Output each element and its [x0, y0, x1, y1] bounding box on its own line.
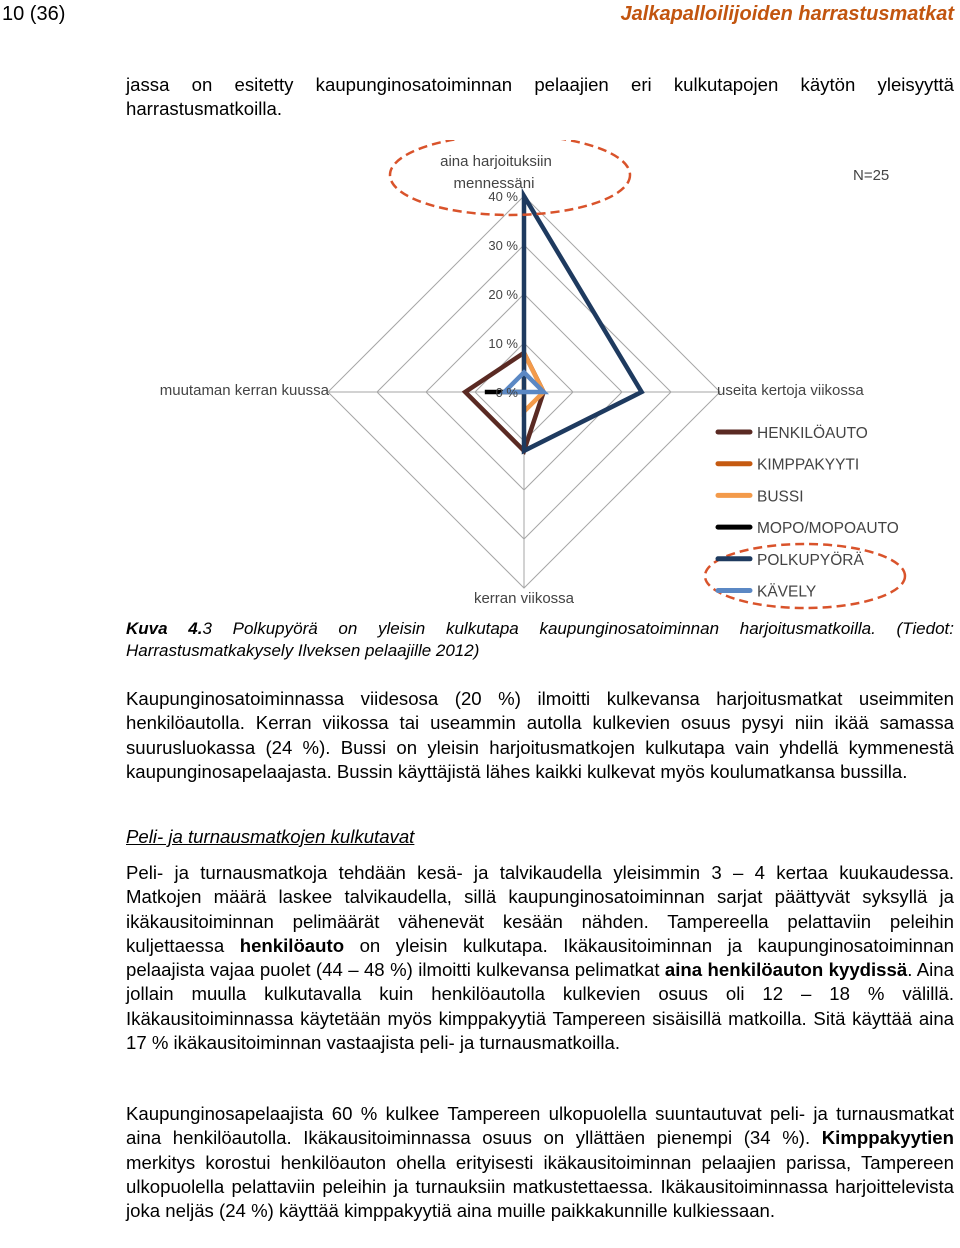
figure-label: Kuva 4. — [126, 619, 203, 638]
page-number: 10 (36) — [2, 3, 66, 25]
axis-label-left: muutaman kerran kuussa — [159, 382, 329, 399]
paragraph-2-bold-henkiloauto: henkilöauto — [239, 934, 345, 956]
tick-label: 40 % — [488, 189, 518, 204]
figure-caption — [126, 618, 954, 662]
legend-label: KÄVELY — [757, 583, 817, 601]
legend-label: KIMPPAKYYTI — [757, 456, 860, 474]
legend-label: HENKILÖAUTO — [757, 425, 868, 442]
paragraph-1: Kaupunginosatoiminnassa viidesosa (20 %) ilmoitti kulkevansa harjoitusmatkat useimmiten henkilöautolla. Kerran viikossa tai useammin autolla kulkevien osuus pysyi niin ikää samassa suurusluokassa (24 %). Bussi on yleisin harjoitusmatkojen kulkutapa vain yhdellä kymmenestä kaupunginosapelaajasta. Bussin käyttäjistä lähes kaikki kulkevat myös koulumatkansa bussilla. — [126, 688, 954, 782]
axis-label-top-line2: mennessäni — [453, 175, 535, 192]
legend — [718, 424, 899, 601]
paragraph-2 — [126, 861, 954, 1055]
paragraph-2-bold-aina: aina henkilöauton kyydissä — [664, 959, 908, 981]
series-line-polkupyörä — [524, 196, 642, 451]
legend-label: POLKUPYÖRÄ — [757, 551, 864, 569]
tick-label: 20 % — [488, 287, 518, 302]
paragraph-2-text-c: on yleisin kulkutapa. Ikäkausitoiminnan ja kaupunginosatoiminnan pelaajista vajaa puolet (44 – 48 %) ilmoitti kulkevansa pelimatkat — [126, 934, 955, 981]
figure-caption-text: 3 Polkupyörä on yleisin kulkutapa kaupunginosatoiminnan harjoitusmatkoilla. (Tiedot: Harrastusmatkakysely Ilveksen pelaajille 2012) — [126, 619, 954, 660]
radar-chart — [0, 140, 960, 615]
tick-label: 0 % — [495, 385, 518, 400]
sample-size-label: N=25 — [853, 167, 890, 184]
axis-label-top-line1: aina harjoituksiin — [440, 153, 552, 170]
axis-label-bottom: kerran viikossa — [473, 590, 575, 607]
tick-label: 10 % — [488, 336, 518, 351]
intro-paragraph: jassa on esitetty kaupunginosatoiminnan pelaajien eri kulkutapojen käytön yleisyyttä harrastusmatkoilla. — [126, 74, 954, 120]
paragraph-2-text-a: Peli- ja turnausmatkoja tehdään kesä- ja talvikaudella yleisimmin 3 – 4 kertaa kuukaudessa. Matkojen määrä laskee talvikaudella, sillä kaupunginosatoiminnan sarjat päättyvät syksyllä ja ikäkausitoiminnan pelimäärät vähenevät kesään nähden. Tampereella pelattaviin peleihin kuljettaessa — [126, 862, 954, 956]
highlight-ellipses — [390, 140, 905, 608]
paragraph-3-bold-kimppakyytien: Kimppakyytien — [821, 1127, 954, 1149]
paragraph-3 — [126, 1102, 954, 1223]
legend-label: BUSSI — [757, 488, 804, 506]
section-heading: Peli- ja turnausmatkojen kulkutavat — [126, 826, 415, 847]
paragraph-3-text-a: Kaupunginosapelaajista 60 % kulkee Tampereen ulkopuolella suuntautuvat peli- ja turnausmatkat aina henkilöautolla. Ikäkausitoiminnassa osuus on yllättäen pienempi (34 %). — [126, 1103, 954, 1149]
paragraph-2-text-e: . Aina jollain muulla kulkutavalla kuin henkilöautolla kulkevien osuus oli 12 – 18 % välillä. Ikäkausitoiminnassa käytetään myös kimppakyytiä Tampereen sisäisillä matkoilla. Sitä käyttää aina 17 % ikäkausitoiminnan vastaajista peli- ja turnausmatkoilla. — [126, 959, 954, 1054]
running-title: Jalkapalloilijoiden harrastusmatkat — [620, 3, 954, 25]
legend-label: MOPO/MOPOAUTO — [757, 520, 899, 538]
axis-label-right: useita kertoja viikossa — [717, 382, 864, 399]
paragraph-3-text-c: merkitys korostui henkilöauton ohella erityisesti ikäkausitoiminnan pelaajien parissa, Tampereen ulkopuolella pelattaviin peleihin ja turnauksiin matkustettaessa. Ikäkausitoiminnassa harjoittelevista joka neljäs (24 %) käyttää kimppakyytiä aina muille paikkakunnille kulkiessaan. — [126, 1151, 954, 1222]
tick-label: 30 % — [488, 238, 518, 253]
